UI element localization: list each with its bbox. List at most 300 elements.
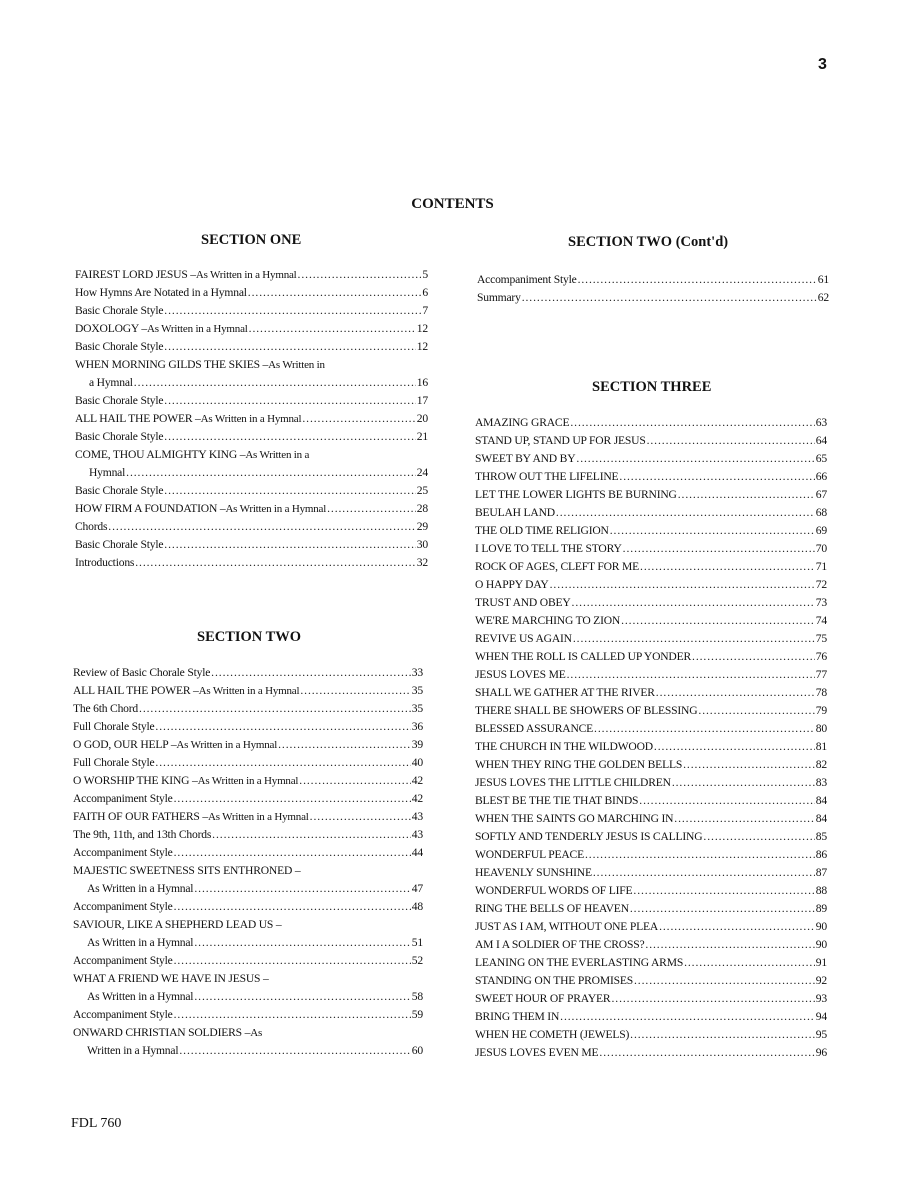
toc-entry-page: 44 <box>411 846 423 859</box>
dot-leader <box>570 414 814 432</box>
dot-leader <box>174 952 411 970</box>
toc-entry-page: 69 <box>815 524 827 537</box>
toc-entry-title: Basic Chorale Style <box>75 430 164 443</box>
toc-entry-title: STANDING ON THE PROMISES <box>475 974 633 987</box>
toc-entry <box>75 500 428 518</box>
dot-leader <box>164 536 416 554</box>
toc-entry-page: 65 <box>815 452 827 465</box>
toc-entry <box>475 918 827 936</box>
toc-entry <box>73 790 423 808</box>
dot-leader <box>155 754 410 772</box>
toc-entry <box>75 356 428 374</box>
toc-entry-title: MAJESTIC SWEETNESS SITS ENTHRONED – <box>73 864 301 877</box>
toc-entry-title: BEULAH LAND <box>475 506 555 519</box>
toc-entry <box>475 774 827 792</box>
dot-leader <box>211 664 411 682</box>
toc-entry <box>73 754 423 772</box>
toc-entry-title: O WORSHIP THE KING – <box>73 774 198 787</box>
toc-entry-page: 81 <box>815 740 827 753</box>
toc-entry <box>75 266 428 284</box>
toc-entry-page: 43 <box>411 810 423 823</box>
dot-leader <box>298 266 422 284</box>
toc-entry-title: HOW FIRM A FOUNDATION – <box>75 502 226 515</box>
dot-leader <box>654 738 815 756</box>
toc-entry-page: 63 <box>815 416 827 429</box>
toc-entry-title: Accompaniment Style <box>73 900 173 913</box>
toc-entry-title: WHEN THEY RING THE GOLDEN BELLS <box>475 758 683 771</box>
toc-entry <box>73 808 423 826</box>
toc-entry-title: FAITH OF OUR FATHERS – <box>73 810 208 823</box>
toc-entry-subtitle: As Written in a <box>245 449 310 461</box>
dot-leader <box>647 432 815 450</box>
toc-entry <box>475 522 827 540</box>
toc-entry-title: As Written in a Hymnal <box>87 882 194 895</box>
toc-entry <box>475 630 827 648</box>
dot-leader <box>678 486 815 504</box>
dot-leader <box>302 410 415 428</box>
toc-entry <box>75 446 428 464</box>
toc-entry <box>475 414 827 432</box>
toc-entry <box>75 518 428 536</box>
toc-entry <box>475 558 827 576</box>
toc-entry <box>73 1024 423 1042</box>
toc-entry-page: 35 <box>411 684 423 697</box>
toc-entry-title: Review of Basic Chorale Style <box>73 666 211 679</box>
toc-entry <box>73 718 423 736</box>
dot-leader <box>576 450 814 468</box>
toc-entry-page: 52 <box>411 954 423 967</box>
section-two-contd-list <box>477 271 829 307</box>
dot-leader <box>550 576 815 594</box>
dot-leader <box>164 338 416 356</box>
toc-entry-page: 39 <box>411 738 423 751</box>
dot-leader <box>610 522 815 540</box>
toc-entry-title: ROCK OF AGES, CLEFT FOR ME <box>475 560 640 573</box>
dot-leader <box>126 464 416 482</box>
toc-entry-page: 84 <box>815 794 827 807</box>
toc-entry <box>475 702 827 720</box>
toc-entry <box>75 284 428 302</box>
toc-entry <box>73 1006 423 1024</box>
dot-leader <box>212 826 411 844</box>
toc-entry <box>475 972 827 990</box>
section-two-heading: SECTION TWO <box>197 629 302 645</box>
toc-entry-title: Full Chorale Style <box>73 720 155 733</box>
toc-entry-page: 32 <box>416 556 428 569</box>
toc-entry <box>475 432 827 450</box>
toc-entry-page: 12 <box>416 322 428 335</box>
toc-entry-page: 85 <box>815 830 827 843</box>
toc-entry <box>475 900 827 918</box>
toc-entry-page: 86 <box>815 848 827 861</box>
dot-leader <box>692 648 815 666</box>
toc-entry-page: 5 <box>422 268 428 281</box>
dot-leader <box>572 594 815 612</box>
toc-entry <box>475 846 827 864</box>
toc-entry-title: BLESSED ASSURANCE <box>475 722 594 735</box>
dot-leader <box>683 756 815 774</box>
toc-entry-page: 96 <box>815 1046 827 1059</box>
toc-entry <box>475 1044 827 1062</box>
toc-entry-title: RING THE BELLS OF HEAVEN <box>475 902 629 915</box>
toc-entry-title: Basic Chorale Style <box>75 394 164 407</box>
toc-entry-title: WHEN MORNING GILDS THE SKIES – <box>75 358 269 371</box>
toc-entry <box>73 736 423 754</box>
dot-leader <box>556 504 815 522</box>
toc-entry <box>75 536 428 554</box>
toc-entry-page: 17 <box>416 394 428 407</box>
dot-leader <box>634 972 815 990</box>
toc-entry-title: Accompaniment Style <box>477 273 577 286</box>
toc-entry-page: 62 <box>817 291 829 304</box>
toc-entry-title: JESUS LOVES ME <box>475 668 566 681</box>
toc-entry-page: 78 <box>815 686 827 699</box>
toc-entry-title: Written in a Hymnal <box>87 1044 179 1057</box>
toc-entry-title: O HAPPY DAY <box>475 578 549 591</box>
toc-entry-page: 89 <box>815 902 827 915</box>
toc-entry-title: Summary <box>477 291 521 304</box>
toc-entry-page: 35 <box>411 702 423 715</box>
toc-entry-title: Full Chorale Style <box>73 756 155 769</box>
dot-leader <box>174 1006 411 1024</box>
toc-entry-title: LEANING ON THE EVERLASTING ARMS <box>475 956 684 969</box>
toc-entry-subtitle: As Written in a Hymnal <box>176 739 278 751</box>
page-number: 3 <box>818 56 827 73</box>
dot-leader <box>310 808 411 826</box>
dot-leader <box>594 720 815 738</box>
dot-leader <box>560 1008 815 1026</box>
toc-entry-title: BRING THEM IN <box>475 1010 560 1023</box>
toc-entry-title: I LOVE TO TELL THE STORY <box>475 542 622 555</box>
dot-leader <box>139 700 411 718</box>
toc-entry-title: Accompaniment Style <box>73 1008 173 1021</box>
toc-entry-page: 20 <box>416 412 428 425</box>
toc-entry-title: WONDERFUL WORDS OF LIFE <box>475 884 633 897</box>
dot-leader <box>611 990 814 1008</box>
toc-entry-page: 51 <box>411 936 423 949</box>
toc-entry-title: BLEST BE THE TIE THAT BINDS <box>475 794 639 807</box>
toc-entry-title: STAND UP, STAND UP FOR JESUS <box>475 434 646 447</box>
toc-entry-page: 83 <box>815 776 827 789</box>
toc-entry <box>75 374 428 392</box>
toc-entry-page: 66 <box>815 470 827 483</box>
dot-leader <box>174 898 411 916</box>
toc-entry-page: 33 <box>411 666 423 679</box>
dot-leader <box>656 684 815 702</box>
toc-entry <box>73 988 423 1006</box>
dot-leader <box>300 682 410 700</box>
toc-entry-subtitle: As <box>250 1027 263 1039</box>
dot-leader <box>327 500 416 518</box>
toc-entry <box>475 468 827 486</box>
toc-entry-title: ALL HAIL THE POWER – <box>73 684 199 697</box>
toc-entry-title: SWEET HOUR OF PRAYER <box>475 992 611 1005</box>
toc-entry-page: 90 <box>815 920 827 933</box>
toc-entry-title: COME, THOU ALMIGHTY KING – <box>75 448 246 461</box>
toc-entry-title: DOXOLOGY – <box>75 322 147 335</box>
toc-entry-title: FAIREST LORD JESUS – <box>75 268 196 281</box>
toc-entry <box>73 700 423 718</box>
toc-entry-title: WHAT A FRIEND WE HAVE IN JESUS – <box>73 972 269 985</box>
toc-entry-page: 64 <box>815 434 827 447</box>
toc-entry-page: 29 <box>416 520 428 533</box>
toc-entry-title: WHEN HE COMETH (JEWELS) <box>475 1028 630 1041</box>
dot-leader <box>684 954 815 972</box>
toc-entry-title: THROW OUT THE LIFELINE <box>475 470 619 483</box>
dot-leader <box>672 774 815 792</box>
dot-leader <box>567 666 815 684</box>
toc-entry-page: 84 <box>815 812 827 825</box>
dot-leader <box>639 792 815 810</box>
toc-entry <box>75 392 428 410</box>
toc-entry-title: SOFTLY AND TENDERLY JESUS IS CALLING <box>475 830 703 843</box>
toc-entry-title: ONWARD CHRISTIAN SOLDIERS – <box>73 1026 251 1039</box>
toc-entry-page: 28 <box>416 502 428 515</box>
toc-entry-page: 79 <box>815 704 827 717</box>
section-two-contd-suffix: (Cont'd) <box>675 234 729 250</box>
dot-leader <box>134 374 416 392</box>
toc-entry <box>475 792 827 810</box>
toc-entry <box>475 594 827 612</box>
toc-entry-title: The 9th, 11th, and 13th Chords <box>73 828 212 841</box>
toc-entry-subtitle: As Written in a Hymnal <box>146 323 248 335</box>
dot-leader <box>179 1042 410 1060</box>
toc-entry-page: 68 <box>815 506 827 519</box>
toc-entry-page: 60 <box>411 1044 423 1057</box>
toc-entry <box>73 898 423 916</box>
toc-entry-page: 21 <box>416 430 428 443</box>
toc-entry <box>475 450 827 468</box>
section-two-contd-heading <box>568 234 728 251</box>
dot-leader <box>674 810 815 828</box>
dot-leader <box>174 844 411 862</box>
section-one-heading: SECTION ONE <box>201 232 302 248</box>
toc-entry-title: THE OLD TIME RELIGION <box>475 524 609 537</box>
toc-entry-title: JESUS LOVES EVEN ME <box>475 1046 599 1059</box>
dot-leader <box>659 918 815 936</box>
toc-entry <box>73 934 423 952</box>
toc-entry-page: 42 <box>411 774 423 787</box>
toc-entry <box>75 464 428 482</box>
dot-leader <box>194 934 410 952</box>
dot-leader <box>578 271 817 289</box>
toc-entry <box>475 990 827 1008</box>
toc-entry <box>75 410 428 428</box>
dot-leader <box>630 1026 815 1044</box>
toc-entry-title: As Written in a Hymnal <box>87 936 194 949</box>
dot-leader <box>619 468 814 486</box>
toc-entry-page: 75 <box>815 632 827 645</box>
toc-entry <box>475 936 827 954</box>
toc-entry-title: ALL HAIL THE POWER – <box>75 412 201 425</box>
toc-entry <box>475 684 827 702</box>
section-three-heading: SECTION THREE <box>592 379 712 395</box>
toc-entry <box>75 302 428 320</box>
toc-entry-title: Accompaniment Style <box>73 954 173 967</box>
toc-entry-page: 12 <box>416 340 428 353</box>
dot-leader <box>174 790 411 808</box>
toc-entry-page: 87 <box>815 866 827 879</box>
toc-entry <box>475 810 827 828</box>
toc-entry <box>73 970 423 988</box>
toc-entry-subtitle: As Written in a Hymnal <box>207 811 309 823</box>
dot-leader <box>164 482 416 500</box>
toc-entry-page: 76 <box>815 650 827 663</box>
toc-entry-page: 7 <box>422 304 428 317</box>
toc-entry <box>475 720 827 738</box>
toc-entry-page: 16 <box>416 376 428 389</box>
toc-entry-title: THE CHURCH IN THE WILDWOOD <box>475 740 653 753</box>
toc-entry-title: THERE SHALL BE SHOWERS OF BLESSING <box>475 704 698 717</box>
toc-entry-title: SAVIOUR, LIKE A SHEPHERD LEAD US – <box>73 918 282 931</box>
dot-leader <box>135 554 416 572</box>
dot-leader <box>593 864 815 882</box>
section-three-list <box>475 414 827 1062</box>
toc-entry <box>477 289 829 307</box>
dot-leader <box>599 1044 814 1062</box>
toc-entry-page: 95 <box>815 1028 827 1041</box>
toc-entry <box>475 540 827 558</box>
toc-entry <box>475 504 827 522</box>
toc-entry <box>73 952 423 970</box>
toc-entry <box>73 664 423 682</box>
toc-entry-page: 43 <box>411 828 423 841</box>
toc-entry <box>475 828 827 846</box>
toc-entry-title: JUST AS I AM, WITHOUT ONE PLEA <box>475 920 659 933</box>
dot-leader <box>164 392 416 410</box>
toc-entry-title: SHALL WE GATHER AT THE RIVER <box>475 686 655 699</box>
toc-entry <box>475 612 827 630</box>
toc-entry <box>475 954 827 972</box>
dot-leader <box>522 289 817 307</box>
toc-entry <box>475 666 827 684</box>
section-two-contd-title: SECTION TWO <box>568 234 673 250</box>
dot-leader <box>164 302 421 320</box>
toc-entry-page: 94 <box>815 1010 827 1023</box>
dot-leader <box>630 900 815 918</box>
toc-entry <box>73 844 423 862</box>
toc-entry-page: 77 <box>815 668 827 681</box>
dot-leader <box>248 284 422 302</box>
dot-leader <box>621 612 815 630</box>
toc-entry-page: 73 <box>815 596 827 609</box>
dot-leader <box>623 540 815 558</box>
toc-entry <box>73 880 423 898</box>
toc-entry <box>475 576 827 594</box>
toc-entry <box>73 772 423 790</box>
toc-entry-title: HEAVENLY SUNSHINE <box>475 866 592 879</box>
toc-entry <box>475 486 827 504</box>
dot-leader <box>645 936 814 954</box>
toc-entry-page: 58 <box>411 990 423 1003</box>
dot-leader <box>194 988 410 1006</box>
toc-entry-title: Chords <box>75 520 108 533</box>
toc-entry-title: WHEN THE ROLL IS CALLED UP YONDER <box>475 650 692 663</box>
toc-entry-title: Introductions <box>75 556 135 569</box>
toc-entry-page: 67 <box>815 488 827 501</box>
toc-entry <box>75 320 428 338</box>
toc-entry-subtitle: As Written in <box>268 359 325 371</box>
toc-entry-page: 71 <box>815 560 827 573</box>
toc-entry-subtitle: As Written in a Hymnal <box>225 503 327 515</box>
toc-entry <box>73 826 423 844</box>
section-two-list <box>73 664 423 1060</box>
toc-entry <box>475 1026 827 1044</box>
toc-entry-page: 24 <box>416 466 428 479</box>
toc-entry-title: Basic Chorale Style <box>75 304 164 317</box>
toc-entry-page: 93 <box>815 992 827 1005</box>
toc-entry-title: AMAZING GRACE <box>475 416 570 429</box>
dot-leader <box>194 880 410 898</box>
toc-entry-page: 40 <box>411 756 423 769</box>
toc-entry-subtitle: As Written in a Hymnal <box>198 685 300 697</box>
toc-entry-page: 80 <box>815 722 827 735</box>
toc-entry-page: 61 <box>817 273 829 286</box>
toc-entry-title: Basic Chorale Style <box>75 340 164 353</box>
toc-entry <box>73 916 423 934</box>
toc-entry <box>73 862 423 880</box>
toc-entry-page: 47 <box>411 882 423 895</box>
toc-entry-title: WHEN THE SAINTS GO MARCHING IN <box>475 812 674 825</box>
toc-entry <box>475 1008 827 1026</box>
toc-entry-page: 42 <box>411 792 423 805</box>
footer-code: FDL 760 <box>71 1116 122 1131</box>
toc-entry-page: 90 <box>815 938 827 951</box>
toc-entry <box>75 482 428 500</box>
toc-entry <box>477 271 829 289</box>
toc-entry <box>475 864 827 882</box>
toc-entry <box>475 756 827 774</box>
dot-leader <box>573 630 815 648</box>
toc-entry-title: O GOD, OUR HELP – <box>73 738 177 751</box>
toc-entry <box>75 554 428 572</box>
toc-entry-page: 6 <box>422 286 428 299</box>
toc-entry-title: SWEET BY AND BY <box>475 452 576 465</box>
toc-entry-title: Basic Chorale Style <box>75 538 164 551</box>
toc-entry-page: 82 <box>815 758 827 771</box>
toc-entry-title: LET THE LOWER LIGHTS BE BURNING <box>475 488 677 501</box>
toc-entry-page: 30 <box>416 538 428 551</box>
toc-entry-page: 36 <box>411 720 423 733</box>
dot-leader <box>703 828 814 846</box>
toc-entry-subtitle: As Written in a Hymnal <box>195 269 297 281</box>
toc-entry-title: a Hymnal <box>89 376 133 389</box>
toc-entry <box>475 882 827 900</box>
toc-entry-subtitle: As Written in a Hymnal <box>197 775 299 787</box>
toc-entry-title: As Written in a Hymnal <box>87 990 194 1003</box>
toc-entry-page: 59 <box>411 1008 423 1021</box>
dot-leader <box>585 846 815 864</box>
toc-entry <box>75 338 428 356</box>
contents-title: CONTENTS <box>411 196 494 212</box>
toc-entry-title: AM I A SOLDIER OF THE CROSS? <box>475 938 645 951</box>
toc-entry-subtitle: As Written in a Hymnal <box>200 413 302 425</box>
dot-leader <box>633 882 814 900</box>
toc-entry-page: 70 <box>815 542 827 555</box>
toc-entry-title: TRUST AND OBEY <box>475 596 571 609</box>
dot-leader <box>249 320 416 338</box>
toc-entry <box>73 1042 423 1060</box>
dot-leader <box>155 718 410 736</box>
toc-entry <box>475 738 827 756</box>
toc-entry-title: The 6th Chord <box>73 702 139 715</box>
toc-entry-page: 92 <box>815 974 827 987</box>
toc-entry <box>73 682 423 700</box>
toc-entry-title: How Hymns Are Notated in a Hymnal <box>75 286 247 299</box>
toc-entry-title: REVIVE US AGAIN <box>475 632 572 645</box>
toc-entry-page: 88 <box>815 884 827 897</box>
toc-entry-page: 48 <box>411 900 423 913</box>
